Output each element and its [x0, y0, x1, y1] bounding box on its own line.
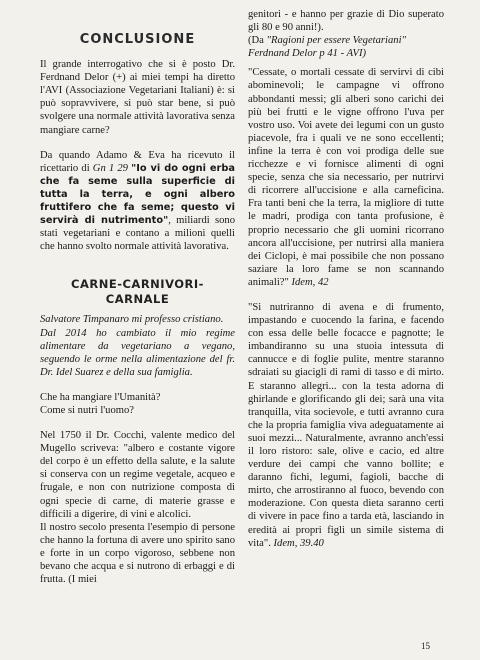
author-note-1: Salvatore Timpanaro mi professo cristiano. — [40, 314, 224, 326]
question-2: Come si nutri l'uomo? — [40, 404, 135, 416]
left-column — [40, 33, 235, 586]
quote-nutriranno-text: "Si nutriranno di avena e di frumento, impastando e cuocendo la farina, e facendo con essa delle belle focacce e pagnotte; le imbandiranno su una stuoia intessuta di cannucce e di foglie pulite, mentre staranno sdraiati su giacigli di rami di tasso e di mirto. E staranno allegri... con la testa adorna di ghirlande e glorificando gli dei; sarà una vita tranquilla, vita socievole, e tutti avranno cura che la propria famiglia viva adeguatamente ai suoi mezzi... Naturalmente, avranno anch'essi il loro ristoro: sale, olive e cacio, ed altre verdure dei campi che vanno bollite; e daranno fichi, legumi, fagioli, bacche di mirto, che arrostiranno al fuoco, bevendo con moderazione. Con questa dieta saranno certi di vivere in pace fino a tarda età, lasciando in eredità ai propri figli un simile sistema di vita". — [248, 301, 444, 549]
paragraph-intro: Il grande interrogativo che si è posto Dr. Ferdnand Delor (+) ai miei tempi ha diretto l'AVI (Associazione Vegetariani Italiani) è: si può sopravvivere, si può star bene, si può svolgere una normale attività lavorativa senza mangiare carne? — [40, 59, 235, 136]
genesis-quote: "Io vi do ogni erba che fa seme sulla superficie di tutta la terra, e ogni albero fruttifero che fa seme; questo vi servirà di nutrimento" — [40, 162, 235, 227]
quote-cessate-text: "Cessate, o mortali cessate di servirvi di cibi abominevoli; le campagne vi offrono abbondanti messi; gli alberi sono carichi dei più bei frutti e le vigne offrono l'uva per vostro uso. Voi avete dei legumi con un gusto piacevole, fra i quali ve ne sono eccellenti; infine la terra è con voi prodiga delle sue ricchezze e vi fornisce alimenti di ogni specie, senza che sia necessario, per nutrirvi di ricorrere all'uccisione e alla carneficina. Fra tanti beni che la terra, la migliore di tutte le madri, prodiga con tanta profusione, è proprio necessario che gli uomini ricorrano ancora all'uccisione, per nutrirsi alla maniera dei Ciclopi, è mai possibile che non possano saziare la loro fame se non scannando animali?" — [248, 67, 444, 288]
source-title: "Ragioni per essere Vegetariani" Ferdnand Delor p 41 - AVI) — [248, 35, 406, 60]
paragraph-genesis — [40, 149, 235, 254]
page-number: 15 — [421, 641, 430, 651]
genesis-ref: Gn 1 29 — [92, 162, 128, 174]
conclusion-heading: CONCLUSIONE — [79, 32, 196, 47]
section-heading-line2: CARNALE — [105, 292, 170, 307]
source-ref-delor — [248, 34, 444, 60]
section-heading — [40, 277, 235, 307]
source-prefix: (Da — [248, 35, 267, 47]
paragraph-parents: genitori - e hanno per grazie di Dio superato gli 80 e 90 anni!). — [248, 9, 444, 34]
paragraph-century: Il nostro secolo presenta l'esempio di persone che hanno la fortuna di avere uno spirito sano e forte in un corpo vigoroso, sebbene non bevano che acqua e si nutrono di erbaggi e di frutta. (I miei — [40, 521, 235, 586]
section-heading-line1: CARNE-CARNIVORI- — [71, 277, 204, 292]
quote-cessate-source: Idem, 42 — [291, 276, 329, 288]
question-1: Che ha mangiare l'Umanità? — [40, 391, 161, 403]
genesis-text-a: Da quando Adamo & Eva ha ricevuto il ricettario di — [40, 149, 235, 174]
genesis-text-b: , miliardi sono stati vegetariani e contano a milioni quelli che hanno svolto normale attività lavorativa. — [40, 215, 236, 253]
paragraph-cocchi: Nel 1750 il Dr. Cocchi, valente medico del Mugello scriveva: "albero e costante vigore del corpo è un effetto della salute, e la salute si conserva con un regime vegetale, acqueo e frugale, e non con nutrizione composta di ogni specie di carne, di materie grasse e difficili a digerire, di vini e alcolici. — [40, 430, 235, 520]
right-column — [248, 8, 444, 550]
quote-nutriranno — [248, 301, 444, 550]
quote-cessate — [248, 66, 444, 289]
quote-nutriranno-source: Idem, 39.40 — [273, 537, 324, 549]
author-note-2: Dal 2014 ho cambiato il mio regime alimentare da vegetariano a vegano, seguendo le orme nella alimentazione del fr. Dr. Idel Suarez e della sua famiglia. — [40, 327, 235, 378]
